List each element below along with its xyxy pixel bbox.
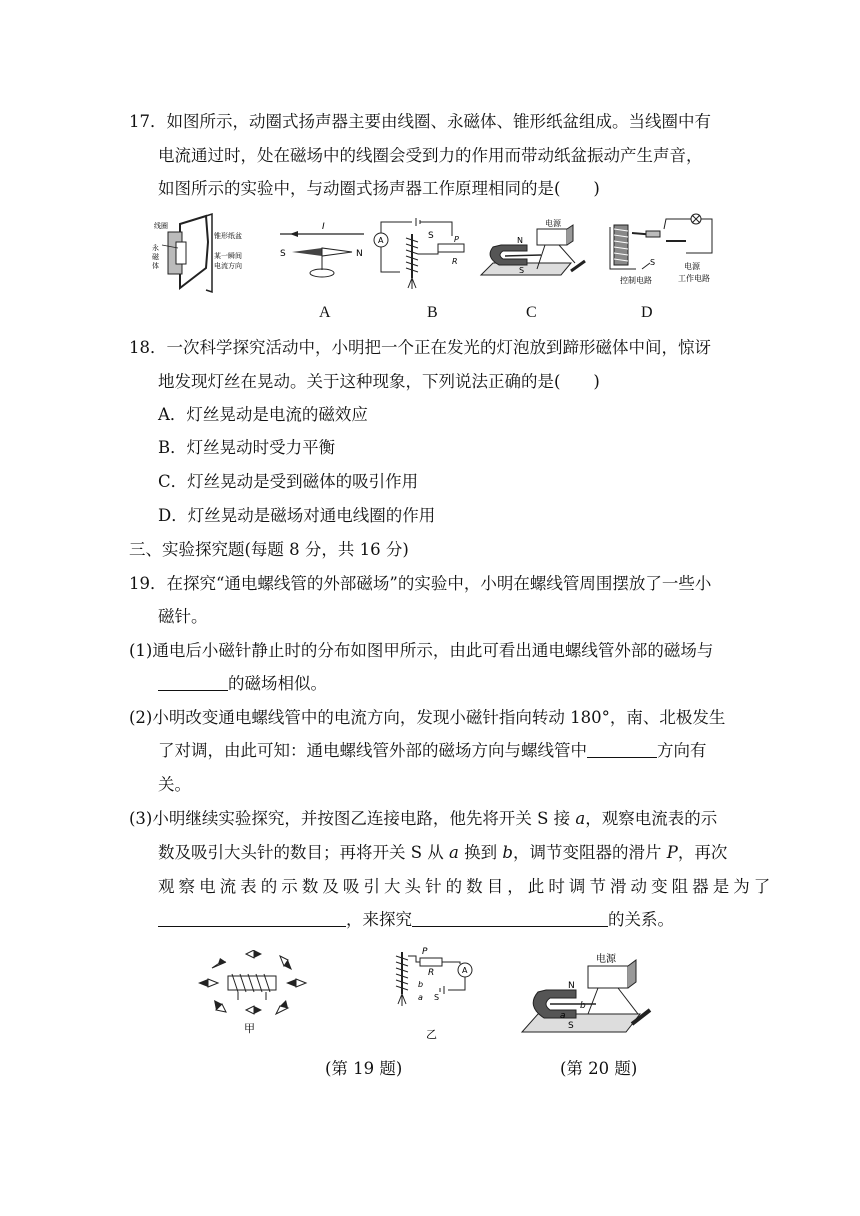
speaker-magnet-label-3: 体	[152, 262, 159, 270]
speaker-coil-label: 线圈	[154, 222, 168, 230]
fig-c-n-label: N	[517, 236, 523, 245]
fig-yi-slider-label: P	[422, 947, 428, 957]
fig-b-ammeter-label: A	[378, 236, 384, 245]
q19-part3-text-5: ，调节变阻器的滑片	[512, 843, 667, 862]
section-3-heading: 三、实验探究题(每题 8 分，共 16 分)	[129, 540, 409, 559]
q19-part3-text-4: 换到	[458, 843, 503, 862]
q19-part2-line-1: (2)小明改变通电螺线管中的电流方向，发现小磁针指向转动 180°，南、北极发生	[129, 708, 726, 727]
fig-20-a-label: a	[560, 1011, 566, 1021]
fig-d-control-circuit-label: 控制电路	[620, 276, 652, 285]
figure-jia-label: 甲	[244, 1022, 255, 1035]
figure-c-motor	[475, 217, 595, 281]
option-b-label: B	[427, 304, 438, 321]
q19-part1-text: 的磁场相似。	[228, 674, 327, 693]
q19-part3-var-p: P	[666, 843, 678, 862]
answer-blank-3[interactable]	[158, 910, 346, 927]
q19-part3-text-6: ，再次	[677, 843, 728, 862]
q19-part1-line-1: (1)通电后小磁针静止时的分布如图甲所示，由此可看出通电螺线管外部的磁场与	[129, 641, 714, 660]
q18-option-b: B．灯丝晃动时受力平衡	[158, 438, 336, 457]
q19-part3-var-a2: a	[449, 843, 459, 862]
speaker-figure	[148, 212, 248, 294]
q17-line-1: 17．如图所示，动圈式扬声器主要由线圈、永磁体、锥形纸盆组成。当线圈中有	[129, 112, 711, 131]
speaker-magnet-label-2: 磁	[152, 253, 159, 261]
q18-option-a: A．灯丝晃动是电流的磁效应	[158, 405, 368, 424]
figure-jia-solenoid	[194, 950, 324, 1040]
q18-option-d: D．灯丝晃动是磁场对通电线圈的作用	[158, 506, 436, 525]
q18-option-c: C．灯丝晃动是受到磁体的吸引作用	[158, 472, 419, 491]
q19-part2-text-a: 了对调，由此可知：通电螺线管外部的磁场方向与螺线管中	[158, 741, 587, 760]
fig-yi-switch-label: S	[434, 993, 440, 1002]
q19-part2-line-2	[158, 740, 707, 762]
figure-a-compass	[278, 218, 368, 280]
fig-20-n-label: N	[568, 981, 575, 991]
q19-part3-text-1: (3)小明继续实验探究，并按图乙连接电路，他先将开关 S 接	[129, 809, 576, 828]
q19-part3-line-3: 观 察 电 流 表 的 示 数 及 吸 引 大 头 针 的 数 目 ， 此 时 调 节 滑 动 变 阻 器 是 为 了	[158, 877, 770, 896]
figure-yi-label: 乙	[426, 1028, 437, 1041]
option-a-label: A	[319, 304, 331, 321]
q19-line-1: 19．在探究“通电螺线管的外部磁场”的实验中，小明在螺线管周围摆放了一些小	[129, 574, 712, 593]
figure-d-relay	[606, 213, 718, 287]
fig-20-s-label: S	[568, 1021, 574, 1031]
q18-line-1: 18．一次科学探究活动中，小明把一个正在发光的灯泡放到蹄形磁体中间，惊讶	[129, 338, 711, 357]
q19-part2-text-b: 方向有	[657, 741, 707, 760]
fig-b-switch-label: S	[428, 231, 434, 241]
speaker-current-label: 电流方向	[214, 262, 242, 270]
answer-blank-2[interactable]	[587, 741, 657, 758]
fig-b-slider-label: P	[454, 235, 459, 244]
q19-part3-text-7: ，来探究	[346, 910, 412, 929]
q19-part3-var-a: a	[575, 809, 586, 828]
q19-part2-line-3: 关。	[158, 775, 191, 794]
q19-part3-text-8: 的关系。	[608, 910, 674, 929]
fig-d-work-circuit-label: 工作电路	[678, 274, 710, 283]
fig-d-switch-label: S	[650, 258, 656, 267]
q19-part3-text-3: 数及吸引大头针的数目；再将开关 S 从	[158, 843, 450, 862]
option-d-label: D	[641, 304, 653, 321]
fig-a-s-label: S	[280, 249, 286, 259]
fig-yi-terminal-b: b	[418, 980, 424, 989]
speaker-moment-label: 某一瞬间	[214, 252, 242, 260]
option-c-label: C	[526, 304, 537, 321]
q19-part3-line-4	[158, 909, 674, 931]
fig-yi-ammeter-label: A	[462, 966, 468, 975]
figure-yi-circuit	[386, 944, 486, 1044]
q19-line-2: 磁针。	[158, 607, 208, 626]
answer-blank-4[interactable]	[412, 910, 608, 927]
fig-yi-rheostat-label: R	[428, 968, 435, 978]
fig-a-n-label: N	[356, 249, 363, 259]
fig-20-power-label: 电源	[596, 954, 616, 965]
q19-part3-var-b: b	[502, 843, 513, 862]
q19-part1-line-2	[158, 673, 327, 695]
figure-20-motor	[514, 952, 664, 1036]
q18-line-2: 地发现灯丝在晃动。关于这种现象，下列说法正确的是( )	[158, 372, 600, 391]
answer-blank-1[interactable]	[158, 674, 228, 691]
q17-line-2: 电流通过时，处在磁场中的线圈会受到力的作用而带动纸盆振动产生声音，	[158, 146, 703, 165]
fig-b-rheostat-label: R	[452, 257, 458, 266]
q17-line-3: 如图所示的实验中，与动圈式扬声器工作原理相同的是( )	[158, 179, 600, 198]
fig-d-power-label: 电源	[684, 262, 700, 271]
speaker-magnet-label-1: 永	[152, 244, 159, 252]
q19-part3-line-1	[129, 808, 717, 830]
fig-a-current-label: I	[322, 222, 325, 232]
caption-q19: (第 19 题)	[325, 1059, 403, 1078]
fig-c-s-label: S	[519, 266, 525, 275]
q19-part3-text-2: ，观察电流表的示	[585, 809, 718, 828]
fig-yi-terminal-a: a	[418, 993, 423, 1002]
fig-c-power-label: 电源	[545, 219, 561, 228]
speaker-cone-label: 锥形纸盆	[214, 232, 242, 240]
fig-20-b-label: b	[580, 1001, 586, 1011]
caption-q20: (第 20 题)	[560, 1059, 638, 1078]
figure-b-electromagnet	[372, 214, 468, 290]
q19-part3-line-2	[158, 842, 727, 864]
